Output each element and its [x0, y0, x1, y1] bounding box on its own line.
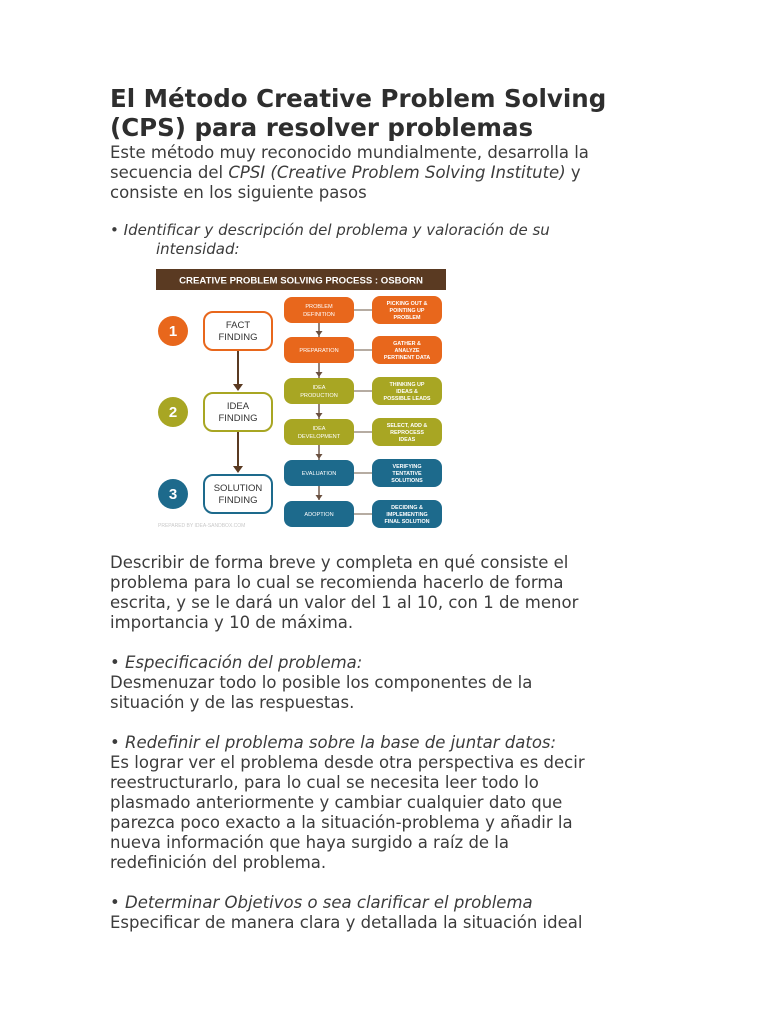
- intro-line-3: consiste en los siguiente pasos: [110, 183, 367, 202]
- intro-line-2-pre: secuencia del: [110, 163, 229, 182]
- step-label: DEFINITION: [303, 312, 335, 318]
- step-2-section: [110, 653, 740, 713]
- stage-number: 2: [168, 404, 178, 421]
- step-arrowhead: [316, 413, 323, 418]
- step-arrowhead: [316, 495, 323, 500]
- desc-line-2: problema para lo cual se recomienda hacerlo de forma: [110, 573, 564, 592]
- step-1-line-2: intensidad:: [156, 240, 240, 258]
- step-4-line-1: Especificar de manera clara y detallada la situación ideal: [110, 913, 583, 932]
- step-detail-text: PICKING OUT &: [386, 301, 428, 307]
- step-3-heading: Redefinir el problema sobre la base de juntar datos:: [124, 733, 557, 752]
- step-detail-text: IMPLEMENTING: [386, 512, 428, 518]
- step-detail-text: GATHER &: [393, 341, 421, 347]
- step-3-line-6: redefinición del problema.: [110, 853, 327, 872]
- bullet-marker: •: [110, 221, 119, 239]
- stage-number: 1: [168, 323, 178, 340]
- page-title: [110, 84, 740, 142]
- bullet-marker: •: [110, 653, 120, 672]
- stage-label: FINDING: [218, 413, 258, 424]
- step-detail-text: POSSIBLE LEADS: [383, 396, 431, 402]
- step-box: [284, 419, 354, 445]
- stage-box: [204, 312, 272, 350]
- step-detail-text: DECIDING &: [391, 505, 423, 511]
- step-detail-text: PROBLEM: [393, 315, 421, 321]
- stage-box: [204, 393, 272, 431]
- step-2-line-1: Desmenuzar todo lo posible los componentes de la: [110, 673, 533, 692]
- step-detail-text: TENTATIVE: [392, 471, 422, 477]
- step-detail-text: PERTINENT DATA: [383, 355, 431, 361]
- diagram-header-text: CREATIVE PROBLEM SOLVING PROCESS : OSBORN: [179, 275, 423, 287]
- stage-arrowhead-2: [233, 466, 243, 473]
- step-arrowhead: [316, 331, 323, 336]
- stage-label: SOLUTION: [213, 483, 263, 494]
- stage-label: FACT: [225, 320, 251, 331]
- intro-line-1: Este método muy reconocido mundialmente, desarrolla la: [110, 143, 589, 162]
- desc-line-1: Describir de forma breve y completa en qué consiste el: [110, 553, 569, 572]
- step-arrowhead: [316, 372, 323, 377]
- step-3-line-4: parezca poco exacto a la situación-problema y añadir la: [110, 813, 573, 832]
- step-label: DEVELOPMENT: [297, 434, 341, 440]
- title-line-1: El Método Creative Problem Solving: [110, 84, 607, 113]
- step-detail-text: THINKING UP: [389, 382, 425, 388]
- description-paragraph: [110, 553, 740, 633]
- step-3-line-2: reestructurarlo, para lo cual se necesita leer todo lo: [110, 773, 539, 792]
- step-2-heading: Especificación del problema:: [124, 653, 363, 672]
- step-4-heading: Determinar Objetivos o sea clarificar el problema: [124, 893, 533, 912]
- intro-cpsi-emphasis: CPSI (Creative Problem Solving Institute): [228, 163, 566, 182]
- stage-label: IDEA: [226, 401, 250, 412]
- step-box: [284, 378, 354, 404]
- step-label: ADOPTION: [304, 512, 334, 518]
- step-detail-text: IDEAS: [398, 437, 416, 443]
- step-box: [284, 297, 354, 323]
- step-label: PREPARATION: [299, 348, 339, 354]
- document-page: [110, 84, 740, 933]
- step-detail-text: REPROCESS: [390, 430, 424, 436]
- step-detail-text: SELECT, ADD &: [386, 423, 428, 429]
- stage-box: [204, 475, 272, 513]
- step-detail-text: ANALYZE: [394, 348, 420, 354]
- step-label: EVALUATION: [301, 471, 337, 477]
- step-arrowhead: [316, 454, 323, 459]
- step-1-line-1: Identificar y descripción del problema y valoración de su: [123, 221, 550, 239]
- step-4-section: [110, 893, 740, 933]
- diagram-watermark: PREPARED BY IDEA-SANDBOX.COM: [158, 523, 246, 529]
- step-3-line-3: plasmado anteriormente y cambiar cualquier dato que: [110, 793, 563, 812]
- step-label: PROBLEM: [305, 304, 333, 310]
- step-2-line-2: situación y de las respuestas.: [110, 693, 355, 712]
- desc-line-3: escrita, y se le dará un valor del 1 al 10, con 1 de menor: [110, 593, 579, 612]
- step-label: PRODUCTION: [300, 393, 338, 399]
- step-label: IDEA: [312, 385, 326, 391]
- cps-diagram-svg: [156, 269, 446, 531]
- step-detail-text: SOLUTIONS: [391, 478, 423, 484]
- title-line-2: (CPS) para resolver problemas: [110, 113, 534, 142]
- step-3-line-5: nueva información que haya surgido a raíz de la: [110, 833, 510, 852]
- bullet-marker: •: [110, 733, 120, 752]
- stage-arrowhead-1: [233, 384, 243, 391]
- intro-line-2-post: y: [565, 163, 581, 182]
- stage-label: FINDING: [218, 495, 258, 506]
- step-detail-text: VERIFYING: [392, 464, 422, 470]
- cps-process-diagram: [156, 269, 446, 531]
- desc-line-4: importancia y 10 de máxima.: [110, 613, 354, 632]
- stage-label: FINDING: [218, 332, 258, 343]
- step-detail-text: FINAL SOLUTION: [384, 519, 430, 525]
- stage-number: 3: [168, 486, 178, 503]
- step-1-bullet: [110, 221, 740, 259]
- step-detail-text: POINTING UP: [389, 308, 425, 314]
- step-label: IDEA: [312, 426, 326, 432]
- step-3-section: [110, 733, 740, 873]
- bullet-marker: •: [110, 893, 120, 912]
- intro-paragraph: [110, 143, 740, 203]
- step-3-line-1: Es lograr ver el problema desde otra perspectiva es decir: [110, 753, 585, 772]
- step-detail-text: IDEAS &: [396, 389, 418, 395]
